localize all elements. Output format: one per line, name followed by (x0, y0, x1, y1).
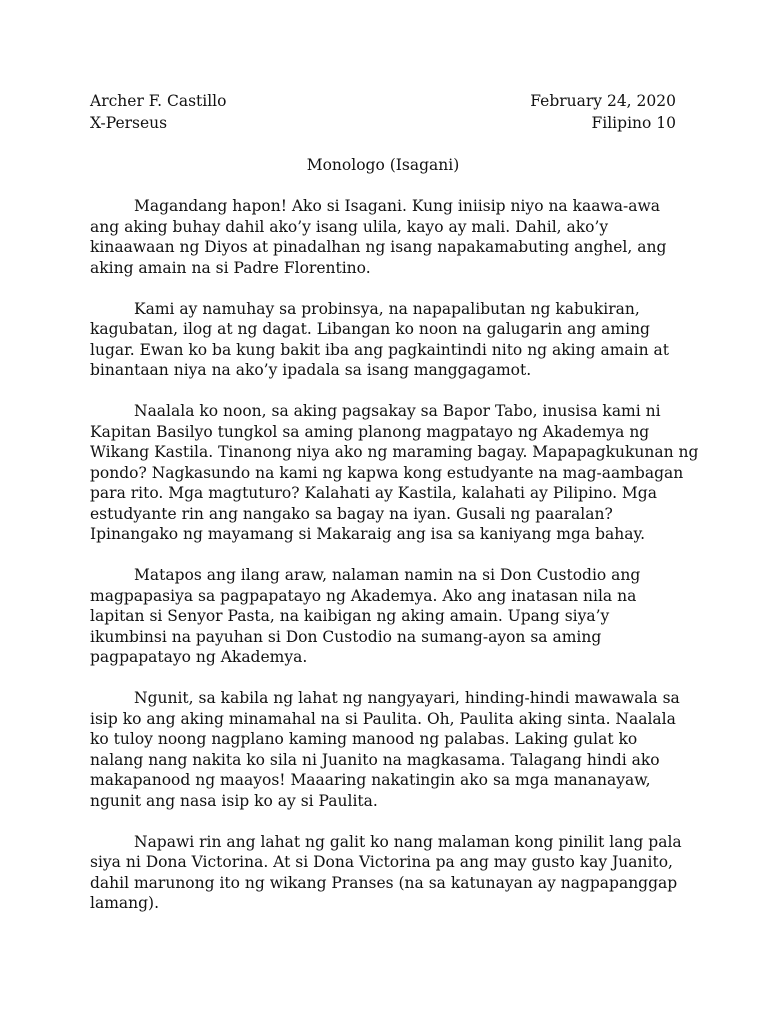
paragraph-line: estudyante rin ang nangako sa bagay na iyan. Gusali ng paaralan? (90, 504, 613, 523)
paragraph-2 (90, 299, 676, 381)
paragraph-line: lapitan si Senyor Pasta, na kaibigan ng aking amain. Upang siya’y (90, 607, 610, 625)
paragraph-line: Kapitan Basilyo tungkol sa aming planong magpatayo ng Akademya ng (90, 422, 650, 441)
author-name: Archer F. Castillo (90, 92, 227, 110)
document-body (90, 196, 699, 914)
paragraph-line: kagubatan, ilog at ng dagat. Libangan ko noon na galugarin ang aming (90, 320, 650, 338)
document-page (90, 90, 699, 934)
paragraph-line: Matapos ang ilang araw, nalaman namin na si Don Custodio ang (134, 566, 641, 584)
header-row-1 (90, 90, 676, 112)
paragraph-line: siya ni Dona Victorina. At si Dona Victorina pa ang may gusto kay Juanito, (90, 853, 673, 871)
paragraph-5 (90, 688, 680, 811)
paragraph-line: Ipinangako ng mayamang si Makaraig ang isa sa kaniyang mga bahay. (90, 525, 646, 543)
paragraph-line: dahil marunong ito ng wikang Pranses (na sa katunayan ay nagpapanggap (90, 873, 678, 892)
paragraph-line: ikumbinsi na payuhan si Don Custodio na sumang-ayon sa aming (90, 627, 602, 646)
paragraph-line: aking amain na si Padre Florentino. (90, 258, 371, 277)
paragraph-line: pondo? Nagkasundo na kami ng kapwa kong estudyante na mag-aambagan (90, 463, 684, 482)
paragraph-line: Magandang hapon! Ako si Isagani. Kung iniisip niyo na kaawa-awa (134, 197, 660, 215)
paragraph-4 (90, 565, 676, 668)
paragraph-line: lamang). (90, 894, 160, 912)
paragraph-line: Wikang Kastila. Tinanong niya ako ng maraming bagay. Mapapagkukunan ng (90, 443, 699, 461)
paragraph-line: isip ko ang aking minamahal na si Paulita. Oh, Paulita aking sinta. Naalala (90, 709, 676, 728)
paragraph-1 (90, 196, 676, 278)
paragraph-line: lugar. Ewan ko ba kung bakit iba ang pagkaintindi nito ng aking amain at (90, 340, 669, 359)
paragraph-line: binantaan niya na ako’y ipadala sa isang manggagamot. (90, 361, 532, 379)
paragraph-line: pagpapatayo ng Akademya. (90, 648, 308, 666)
subject-name: Filipino 10 (591, 114, 676, 132)
paragraph-line: Ngunit, sa kabila ng lahat ng nangyayari, hinding-hindi mawawala sa (134, 689, 680, 707)
paragraph-line: ang aking buhay dahil ako’y isang ulila, kayo ay mali. Dahil, ako’y (90, 217, 609, 236)
paragraph-line: Kami ay namuhay sa probinsya, na napapalibutan ng kabukiran, (134, 299, 640, 318)
paragraph-line: para rito. Mga magtuturo? Kalahati ay Kastila, kalahati ay Pilipino. Mga (90, 484, 657, 502)
paragraph-line: ko tuloy noong nagplano kaming manood ng palabas. Laking gulat ko (90, 730, 638, 748)
header-row-2 (90, 112, 676, 134)
paragraph-line: kinaawaan ng Diyos at pinadalhan ng isang napakamabuting anghel, ang (90, 238, 667, 256)
class-section: X-Perseus (90, 114, 168, 132)
paragraph-3 (90, 401, 699, 545)
document-date: February 24, 2020 (530, 92, 676, 110)
paragraph-line: ngunit ang nasa isip ko ay si Paulita. (90, 791, 378, 810)
paragraph-line: Napawi rin ang lahat ng galit ko nang malaman kong pinilit lang pala (134, 832, 682, 851)
paragraph-line: nalang nang nakita ko sila ni Juanito na magkasama. Talagang hindi ako (90, 750, 660, 769)
paragraph-line: makapanood ng maayos! Maaaring nakatingin ako sa mga mananayaw, (90, 771, 651, 789)
paragraph-line: Naalala ko noon, sa aking pagsakay sa Bapor Tabo, inusisa kami ni (134, 402, 661, 420)
paragraph-6 (90, 832, 682, 914)
paragraph-line: magpapasiya sa pagpapatayo ng Akademya. Ako ang inatasan nila na (90, 586, 637, 605)
document-title: Monologo (Isagani) (306, 156, 460, 174)
